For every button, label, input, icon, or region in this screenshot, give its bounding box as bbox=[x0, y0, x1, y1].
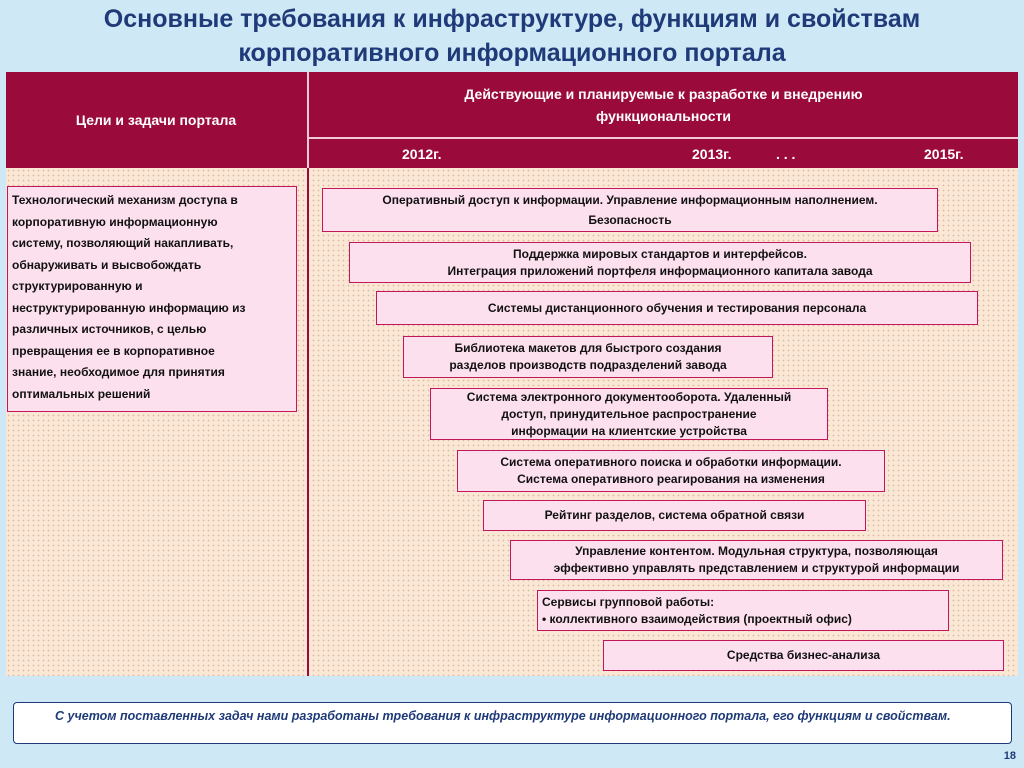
title-line-1: Основные требования к инфраструктуре, функциям и свойствам bbox=[103, 5, 921, 33]
goal-line: структурированную и bbox=[12, 279, 143, 293]
header-functionality bbox=[309, 72, 1018, 137]
feature-line: Управление контентом. Модульная структура, позволяющая bbox=[575, 544, 938, 558]
summary-note bbox=[13, 702, 1012, 744]
feature-line: Оперативный доступ к информации. Управление информационным наполнением. bbox=[382, 193, 878, 207]
feature-box-9 bbox=[537, 590, 949, 631]
summary-note-text: С учетом поставленных задач нами разработаны требования к инфраструктуре информационного портала, его функциям и свойствам. bbox=[55, 709, 951, 723]
feature-line: Поддержка мировых стандартов и интерфейсов. bbox=[513, 246, 807, 261]
goal-line: неструктурированную информацию из bbox=[12, 300, 246, 315]
feature-box-8 bbox=[510, 540, 1003, 580]
feature-box-5 bbox=[430, 388, 828, 440]
feature-line: Библиотека макетов для быстрого создания bbox=[454, 341, 722, 355]
goal-line: систему, позволяющий накапливать, bbox=[12, 236, 234, 250]
feature-box-10 bbox=[603, 640, 1004, 671]
feature-box-3 bbox=[376, 291, 978, 325]
header-row-divider bbox=[309, 137, 1018, 139]
feature-line: Система оперативного поиска и обработки информации. bbox=[500, 455, 842, 469]
feature-line: разделов производств подразделений завода bbox=[449, 358, 727, 372]
header-goals: Цели и задачи портала bbox=[75, 112, 237, 128]
year-ellipsis: . . . bbox=[776, 146, 796, 162]
title-line-2: корпоративного информационного портала bbox=[238, 39, 786, 67]
year-2015: 2015г. bbox=[924, 146, 964, 162]
feature-line: эффективно управлять представлением и структурой информации bbox=[553, 561, 960, 575]
slide-title bbox=[0, 2, 1024, 70]
feature-line: Средства бизнес-анализа bbox=[726, 648, 881, 662]
goal-line: превращения ее в корпоративное bbox=[12, 343, 215, 358]
feature-box-1 bbox=[322, 188, 938, 232]
feature-line: • коллективного взаимодействия (проектный офис) bbox=[542, 612, 852, 626]
goals-description bbox=[7, 186, 297, 412]
feature-box-7 bbox=[483, 500, 866, 531]
header-func-line-1: Действующие и планируемые к разработке и внедрению bbox=[464, 85, 863, 102]
header-func-line-2: функциональности bbox=[596, 107, 731, 124]
feature-box-6 bbox=[457, 450, 885, 492]
feature-box-2 bbox=[349, 242, 971, 283]
page-number: 18 bbox=[1003, 750, 1016, 762]
year-2012: 2012г. bbox=[402, 146, 442, 162]
feature-line: Сервисы групповой работы: bbox=[542, 595, 715, 609]
feature-line: Рейтинг разделов, система обратной связи bbox=[544, 508, 805, 522]
feature-line: Интеграция приложений портфеля информационного капитала завода bbox=[447, 263, 873, 278]
feature-box-4 bbox=[403, 336, 773, 378]
goal-line: знание, необходимое для принятия bbox=[12, 365, 225, 379]
goal-line: обнаруживать и высвобождать bbox=[12, 257, 202, 272]
year-2013: 2013г. bbox=[692, 146, 732, 162]
goal-line: оптимальных решений bbox=[12, 386, 151, 401]
goal-line: корпоративную информационную bbox=[12, 214, 218, 229]
goal-line: различных источников, с целью bbox=[12, 322, 207, 336]
feature-line: доступ, принудительное распространение bbox=[501, 406, 757, 421]
feature-line: информации на клиентские устройства bbox=[511, 423, 747, 438]
feature-line: Безопасность bbox=[588, 213, 672, 227]
feature-line: Системы дистанционного обучения и тестирования персонала bbox=[487, 300, 867, 315]
feature-line: Система электронного документооборота. Удаленный bbox=[466, 389, 792, 404]
table-header bbox=[6, 72, 1018, 168]
goal-line: Технологический механизм доступа в bbox=[12, 193, 238, 207]
body-divider bbox=[307, 168, 309, 676]
feature-line: Система оперативного реагирования на изменения bbox=[517, 472, 825, 486]
